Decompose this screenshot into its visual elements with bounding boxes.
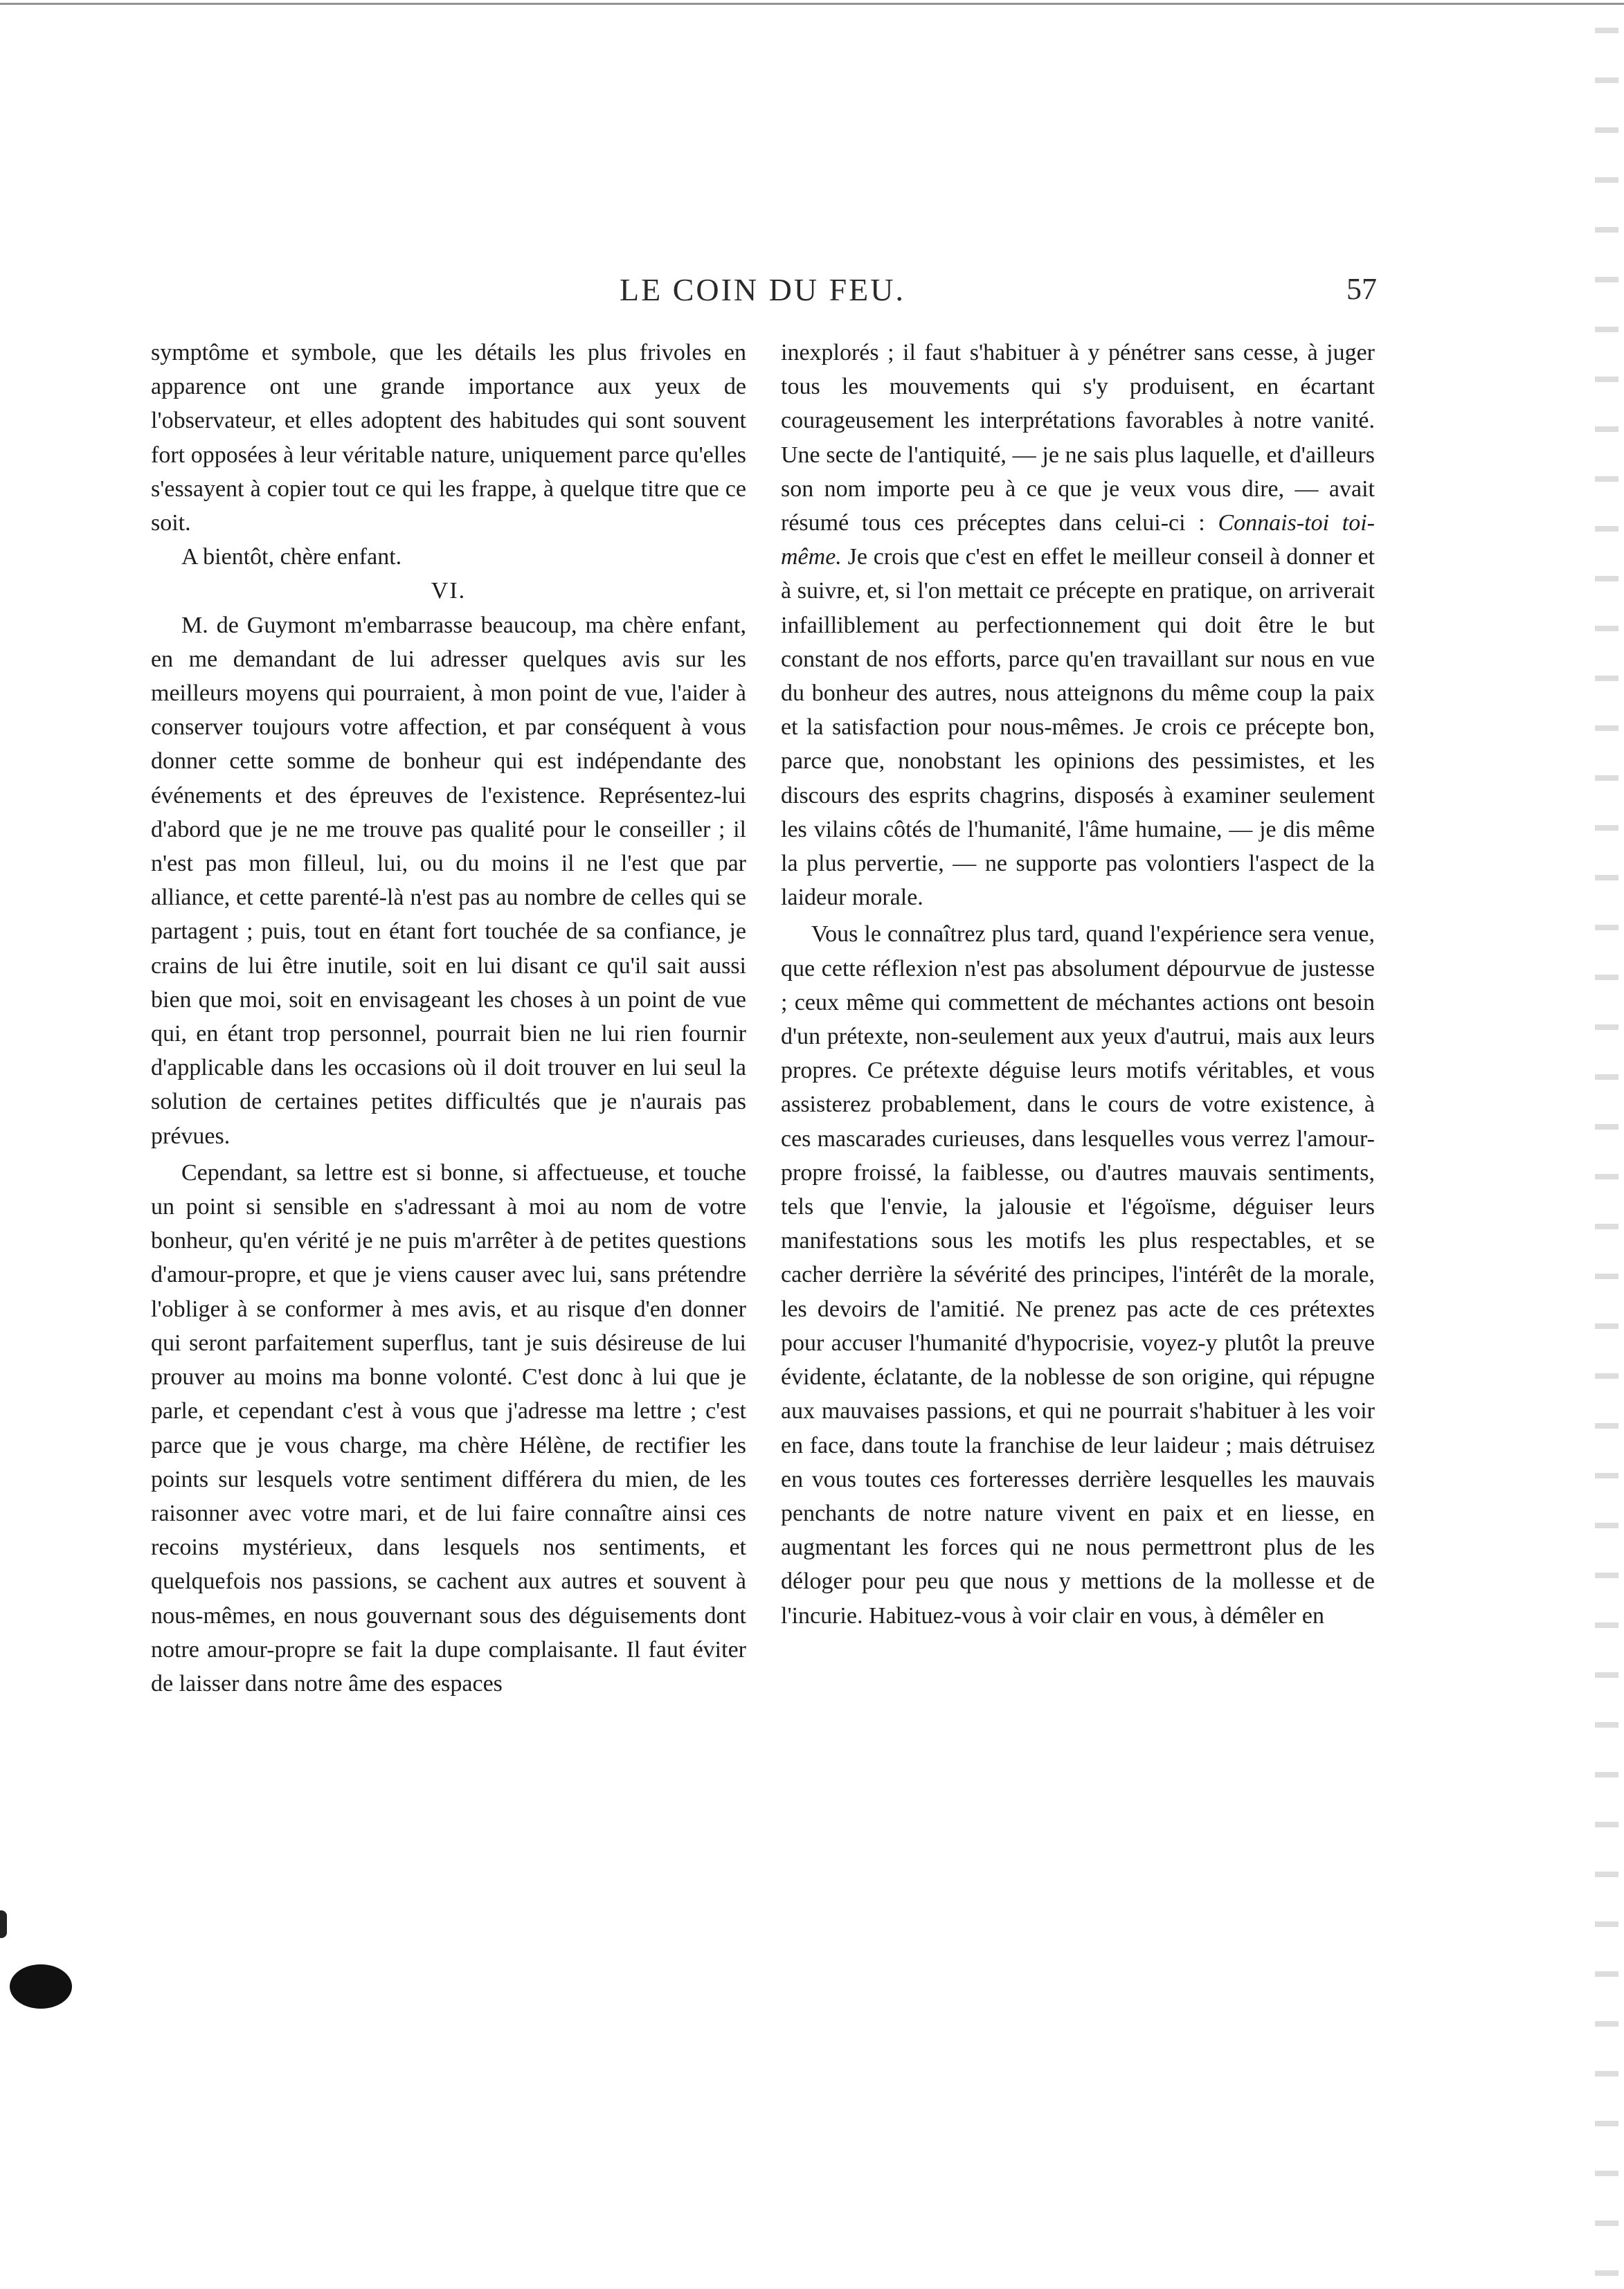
paragraph: Cependant, sa lettre est si bonne, si affectueuse, et touche un point si sensible en s'adressant à moi au nom de votre bonheur, qu'en vérité je ne puis m'arrêter à de petites questions d'amour-propre, et que je viens causer avec lui, sans prétendre l'obliger à se conformer à mes avis, et au risque d'en donner qui seront parfaitement superflus, tant je suis désireuse de lui prouver au moins ma bonne volonté. C'est donc à lui que je parle, et cependant c'est à vous que j'adresse ma lettre ; c'est parce que je vous charge, ma chère Hélène, de rectifier les points sur lesquels votre sentiment différera du mien, de les raisonner avec votre mari, et de lui faire connaître ainsi ces recoins mystérieux, dans lesquels nos sentiments, et quelquefois nos passions, se cachent aux autres et souvent à nous-mêmes, en nous gouvernant sous des déguisements dont notre amour-propre se fait la dupe complaisante. Il faut éviter de laisser dans notre âme des espaces [151, 1159, 746, 1697]
page-number: 57 [1346, 272, 1377, 306]
paragraph-text: inexplorés ; il faut s'habituer à y pénétrer sans cesse, à juger tous les mouvements qui s'y produisent, en écartant courageusement les interprétations favorables à notre vanité. Une secte de l'antiquité, — je ne sais plus laquelle, et d'ailleurs son nom importe peu à ce que je veux vous dire, — avait résumé tous ces préceptes dans celui-ci : [781, 340, 1375, 536]
paragraph: Vous le connaîtrez plus tard, quand l'expérience sera venue, que cette réflexion n'est pas absolument dépourvue de justesse ; ceux même qui commettent de méchantes actions ont besoin d'un prétexte, non-seulement aux yeux d'autrui, mais aux leurs propres. Ce prétexte déguise leurs motifs véritables, et vous assisterez probablement, dans le cours de votre existence, à ces mascarades curieuses, dans lesquelles vous verrez l'amour-propre froissé, la faiblesse, ou d'autres mauvais sentiments, tels que l'envie, la jalousie et l'égoïsme, déguiser leurs manifestations sous les motifs les plus respectables, et se cacher derrière la sévérité des principes, l'intérêt de la morale, les devoirs de l'amitié. Ne prenez pas acte de ces prétextes pour accuser l'humanité d'hypocrisie, voyez-y plutôt la preuve évidente, éclatante, de la noblesse de son origine, qui répugne aux mauvaises passions, et qui ne pourrait s'habituer à les voir en face, dans toute la franchise de leur laideur ; mais détruisez en vous toutes ces forteresses derrière lesquelles les mauvais penchants de notre nature vivent en paix et en liesse, en augmentant les forces qui ne nous permettront plus de les déloger pour peu que nous y mettions de la mollesse et de l'incurie. Habituez-vous à voir clair en vous, à démêler en [781, 921, 1375, 1629]
letter-closing: A bientôt, chère enfant. [181, 544, 402, 570]
paragraph: M. de Guymont m'embarrasse beaucoup, ma chère enfant, en me demandant de lui adresser quelques avis sur les meilleurs moyens qui pourraient, à mon point de vue, l'aider à conserver toujours votre affection, et par conséquent à vous donner cette somme de bonheur qui est indépendante des événements et des épreuves de l'existence. Représentez-lui d'abord que je ne me trouve pas qualité pour le conseiller ; il n'est pas mon filleul, lui, ou du moins il ne l'est que par alliance, et cette parenté-là n'est pas au nombre de celles qui se partagent ; puis, tout en étant fort touchée de sa confiance, je crains de lui être inutile, soit en lui disant ce qu'il sait aussi bien que moi, soit en envisageant les choses à un point de vue qui, en étant trop personnel, pourrait bien ne lui rien fournir d'applicable dans les occasions où il doit trouver en lui seul la solution de certaines petites difficultés que je n'aurais pas prévues. [151, 612, 746, 1149]
right-margin-scan-artifact [1595, 0, 1618, 2289]
left-margin-mark [0, 1910, 7, 1938]
paragraph-text: Je crois que c'est en effet le meilleur conseil à donner et à suivre, et, si l'on mettait ce précepte en pratique, on arriverait infailliblement au perfectionnement qui doit être le but constant de nos efforts, parce qu'en travaillant sur nous en vue du bonheur des autres, nous atteignons du même coup la paix et la satisfaction pour nous-mêmes. Je crois ce précepte bon, parce que, nonobstant les opinions des pessimistes, et les discours des esprits chagrins, disposés à examiner seulement les vilains côtés de l'humanité, l'âme humaine, — je dis même la plus pervertie, — ne supporte pas volontiers l'aspect de la laideur morale. [781, 544, 1375, 911]
ink-blot [10, 1964, 72, 2009]
paragraph-continuation: symptôme et symbole, que les détails les plus frivoles en apparence ont une grande importance aux yeux de l'observateur, et elles adoptent des habitudes qui sont souvent fort opposées à leur véritable nature, uniquement parce qu'elles s'essayent à copier tout ce qui les frappe, à quelque titre que ce soit. [151, 340, 746, 536]
section-number: VI. [431, 578, 467, 604]
running-head [0, 271, 1624, 320]
right-column [781, 336, 1375, 1633]
italic-maxim: Connais-toi toi-même. [781, 510, 1375, 570]
paragraph-continuation [781, 336, 1375, 914]
top-edge-rule [0, 3, 1624, 5]
running-title: LE COIN DU FEU. [620, 272, 905, 307]
left-column [151, 336, 746, 1701]
